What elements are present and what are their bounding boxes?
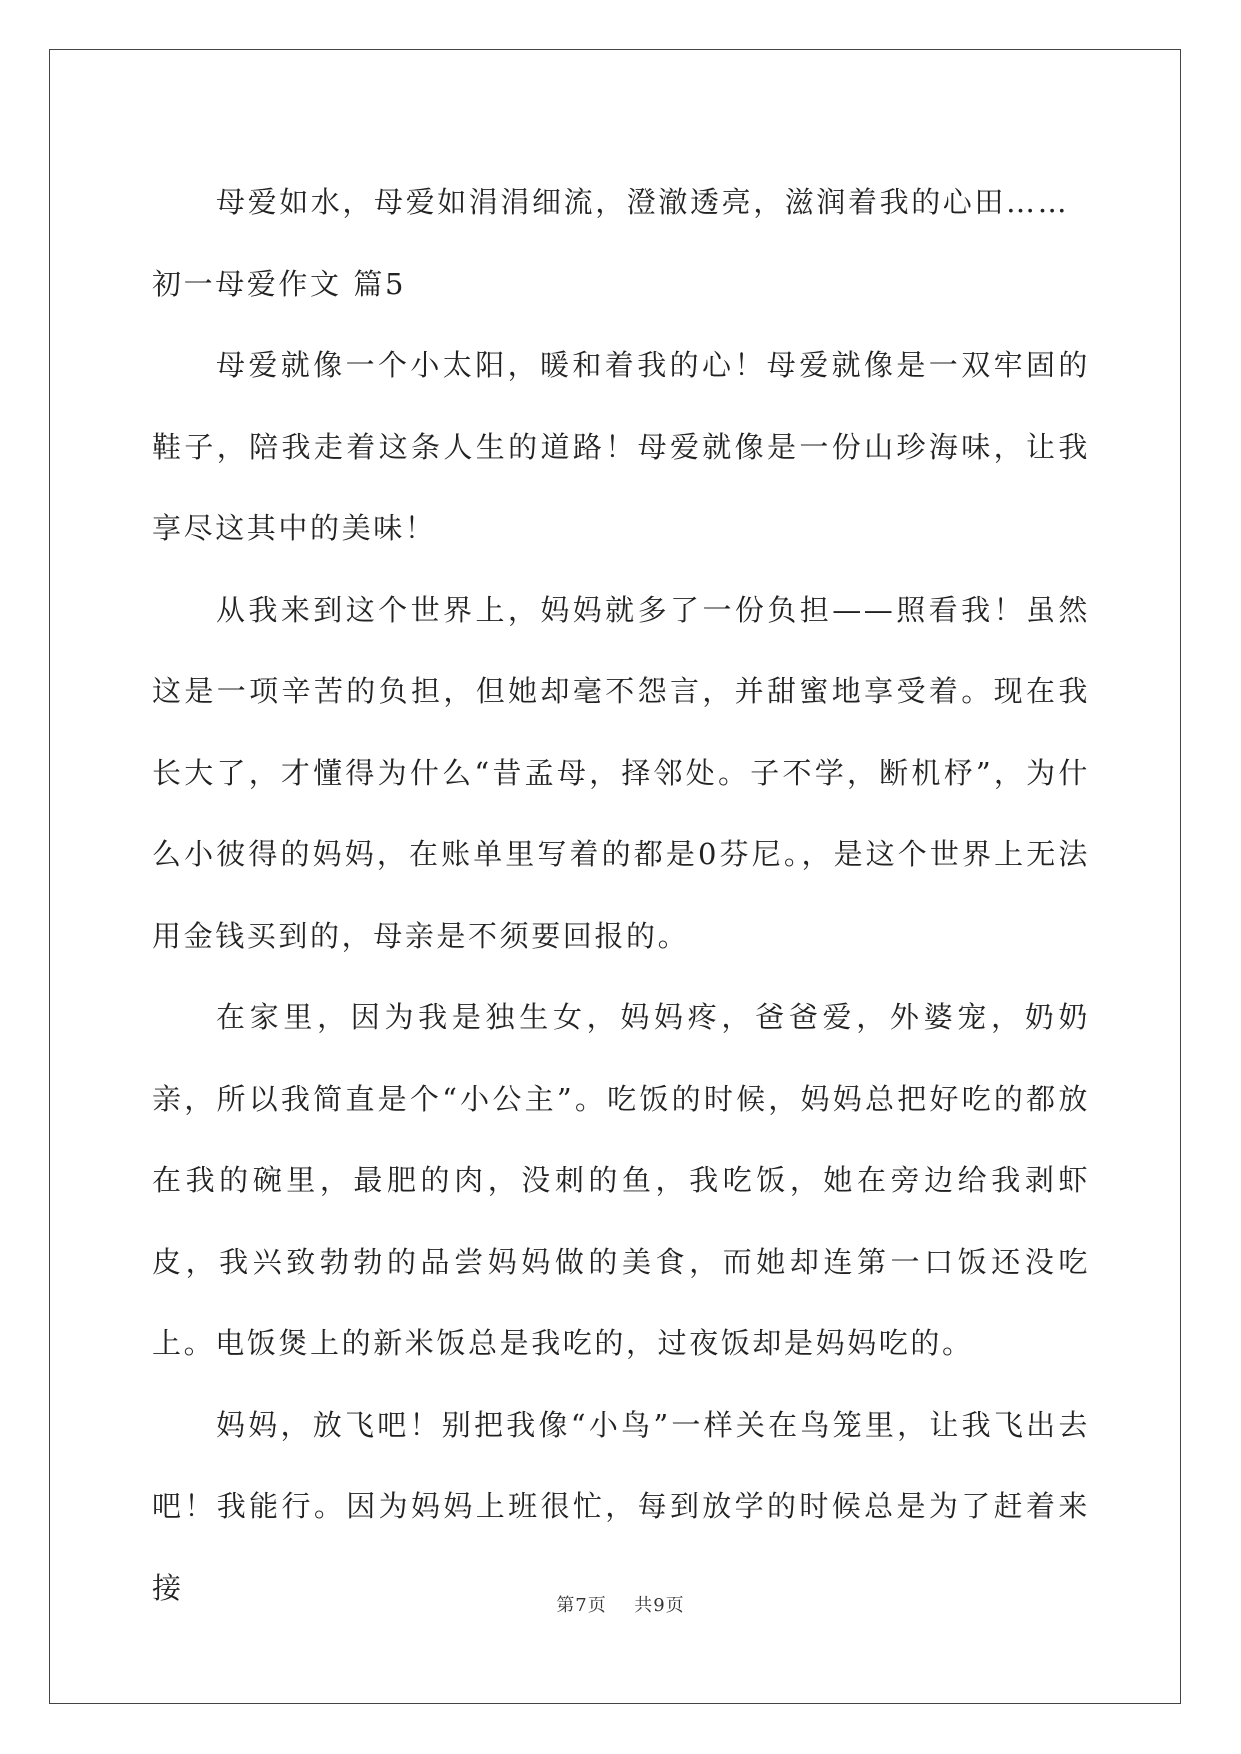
paragraph-5: 妈妈，放飞吧！别把我像“小鸟”一样关在鸟笼里，让我飞出去吧！我能行。因为妈妈上班很忙，每到放学的时候总是为了赶着来接 xyxy=(152,1407,1090,1605)
section-heading: 初一母爱作文 篇5 xyxy=(152,266,407,301)
page-number: 第7页 xyxy=(556,1595,607,1616)
paragraph-2: 母爱就像一个小太阳，暖和着我的心！母爱就像是一双牢固的鞋子，陪我走着这条人生的道路！母爱就像是一份山珍海味，让我享尽这其中的美味！ xyxy=(152,348,1090,545)
paragraph-4: 在家里，因为我是独生女，妈妈疼，爸爸爱，外婆宠，奶奶亲，所以我简直是个“小公主”。吃饭的时候，妈妈总把好吃的都放在我的碗里，最肥的肉，没刺的鱼，我吃饭，她在旁边给我剥虾皮，我兴致勃勃的品尝妈妈做的美食，而她却连第一口饭还没吃上。电饭煲上的新米饭总是我吃的，过夜饭却是妈妈吃的。 xyxy=(152,1000,1090,1360)
page-footer xyxy=(0,1591,1241,1617)
paragraph-1: 母爱如水，母爱如涓涓细流，澄澈透亮，滋润着我的心田…… xyxy=(216,185,1070,219)
paragraph-3: 从我来到这个世界上，妈妈就多了一份负担——照看我！虽然这是一项辛苦的负担，但她却毫不怨言，并甜蜜地享受着。现在我长大了，才懂得为什么“昔孟母，择邻处。子不学，断机杼”，为什么小彼得的妈妈，在账单里写着的都是0芬尼。，是这个世界上无法用金钱买到的，母亲是不须要回报的。 xyxy=(152,592,1090,953)
page-total: 共9页 xyxy=(634,1595,685,1616)
document-body xyxy=(152,162,1090,1629)
